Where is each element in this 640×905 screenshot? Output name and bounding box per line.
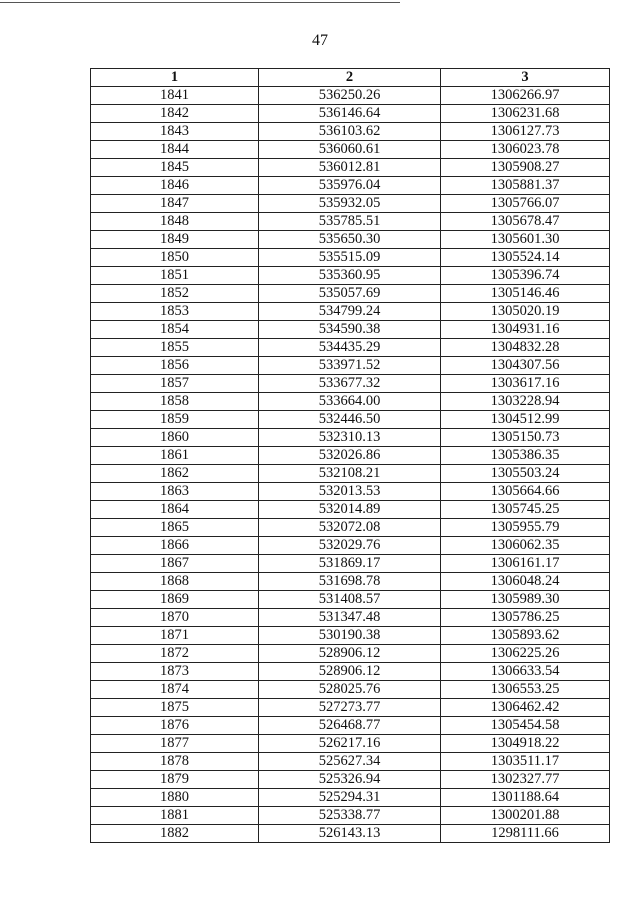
y-coordinate-cell: 1305150.73 [441, 429, 610, 447]
table-row [91, 825, 610, 843]
table-row [91, 267, 610, 285]
table-row [91, 105, 610, 123]
point-number-cell: 1842 [91, 105, 259, 123]
x-coordinate-cell: 534435.29 [259, 339, 441, 357]
point-number-cell: 1880 [91, 789, 259, 807]
table-row [91, 573, 610, 591]
point-number-cell: 1859 [91, 411, 259, 429]
x-coordinate-cell: 525294.31 [259, 789, 441, 807]
point-number-cell: 1875 [91, 699, 259, 717]
column-header-1: 1 [91, 69, 259, 87]
table-row [91, 627, 610, 645]
table-row [91, 411, 610, 429]
table-row [91, 735, 610, 753]
point-number-cell: 1858 [91, 393, 259, 411]
x-coordinate-cell: 531347.48 [259, 609, 441, 627]
y-coordinate-cell: 1304931.16 [441, 321, 610, 339]
table-row [91, 159, 610, 177]
table-row [91, 717, 610, 735]
point-number-cell: 1861 [91, 447, 259, 465]
x-coordinate-cell: 536250.26 [259, 87, 441, 105]
y-coordinate-cell: 1302327.77 [441, 771, 610, 789]
x-coordinate-cell: 531698.78 [259, 573, 441, 591]
table-row [91, 303, 610, 321]
y-coordinate-cell: 1306231.68 [441, 105, 610, 123]
x-coordinate-cell: 532446.50 [259, 411, 441, 429]
y-coordinate-cell: 1300201.88 [441, 807, 610, 825]
table-row [91, 357, 610, 375]
point-number-cell: 1847 [91, 195, 259, 213]
point-number-cell: 1854 [91, 321, 259, 339]
header-row [91, 69, 610, 87]
y-coordinate-cell: 1304832.28 [441, 339, 610, 357]
x-coordinate-cell: 535360.95 [259, 267, 441, 285]
point-number-cell: 1853 [91, 303, 259, 321]
x-coordinate-cell: 531408.57 [259, 591, 441, 609]
y-coordinate-cell: 1305745.25 [441, 501, 610, 519]
point-number-cell: 1851 [91, 267, 259, 285]
y-coordinate-cell: 1305908.27 [441, 159, 610, 177]
x-coordinate-cell: 532029.76 [259, 537, 441, 555]
table-row [91, 195, 610, 213]
table-row [91, 465, 610, 483]
point-number-cell: 1882 [91, 825, 259, 843]
point-number-cell: 1852 [91, 285, 259, 303]
point-number-cell: 1873 [91, 663, 259, 681]
table-row [91, 681, 610, 699]
point-number-cell: 1857 [91, 375, 259, 393]
point-number-cell: 1869 [91, 591, 259, 609]
table-row [91, 591, 610, 609]
y-coordinate-cell: 1306023.78 [441, 141, 610, 159]
y-coordinate-cell: 1305766.07 [441, 195, 610, 213]
table-row [91, 447, 610, 465]
y-coordinate-cell: 1303228.94 [441, 393, 610, 411]
point-number-cell: 1860 [91, 429, 259, 447]
x-coordinate-cell: 532013.53 [259, 483, 441, 501]
top-rule [0, 2, 400, 3]
table-row [91, 393, 610, 411]
x-coordinate-cell: 533664.00 [259, 393, 441, 411]
x-coordinate-cell: 535515.09 [259, 249, 441, 267]
x-coordinate-cell: 530190.38 [259, 627, 441, 645]
point-number-cell: 1872 [91, 645, 259, 663]
x-coordinate-cell: 526468.77 [259, 717, 441, 735]
table-row [91, 699, 610, 717]
point-number-cell: 1881 [91, 807, 259, 825]
point-number-cell: 1849 [91, 231, 259, 249]
y-coordinate-cell: 1306225.26 [441, 645, 610, 663]
point-number-cell: 1874 [91, 681, 259, 699]
point-number-cell: 1845 [91, 159, 259, 177]
table-row [91, 285, 610, 303]
point-number-cell: 1867 [91, 555, 259, 573]
table-row [91, 213, 610, 231]
point-number-cell: 1856 [91, 357, 259, 375]
y-coordinate-cell: 1305396.74 [441, 267, 610, 285]
y-coordinate-cell: 1305524.14 [441, 249, 610, 267]
table-row [91, 501, 610, 519]
x-coordinate-cell: 533971.52 [259, 357, 441, 375]
y-coordinate-cell: 1305386.35 [441, 447, 610, 465]
y-coordinate-cell: 1306062.35 [441, 537, 610, 555]
point-number-cell: 1846 [91, 177, 259, 195]
point-number-cell: 1841 [91, 87, 259, 105]
x-coordinate-cell: 526217.16 [259, 735, 441, 753]
table-row [91, 807, 610, 825]
page-number: 47 [312, 32, 328, 49]
table-row [91, 375, 610, 393]
x-coordinate-cell: 536060.61 [259, 141, 441, 159]
table-row [91, 555, 610, 573]
y-coordinate-cell: 1306462.42 [441, 699, 610, 717]
table-row [91, 609, 610, 627]
point-number-cell: 1865 [91, 519, 259, 537]
table-row [91, 771, 610, 789]
point-number-cell: 1871 [91, 627, 259, 645]
column-header-3: 3 [441, 69, 610, 87]
x-coordinate-cell: 534590.38 [259, 321, 441, 339]
x-coordinate-cell: 532072.08 [259, 519, 441, 537]
table-row [91, 87, 610, 105]
table-row [91, 753, 610, 771]
y-coordinate-cell: 1305893.62 [441, 627, 610, 645]
table-row [91, 339, 610, 357]
x-coordinate-cell: 525326.94 [259, 771, 441, 789]
x-coordinate-cell: 532026.86 [259, 447, 441, 465]
point-number-cell: 1863 [91, 483, 259, 501]
y-coordinate-cell: 1298111.66 [441, 825, 610, 843]
point-number-cell: 1843 [91, 123, 259, 141]
y-coordinate-cell: 1305146.46 [441, 285, 610, 303]
y-coordinate-cell: 1305664.66 [441, 483, 610, 501]
table-row [91, 141, 610, 159]
table-row [91, 537, 610, 555]
table-row [91, 645, 610, 663]
point-number-cell: 1868 [91, 573, 259, 591]
y-coordinate-cell: 1305020.19 [441, 303, 610, 321]
y-coordinate-cell: 1305989.30 [441, 591, 610, 609]
y-coordinate-cell: 1304918.22 [441, 735, 610, 753]
y-coordinate-cell: 1306127.73 [441, 123, 610, 141]
x-coordinate-cell: 528906.12 [259, 663, 441, 681]
x-coordinate-cell: 526143.13 [259, 825, 441, 843]
y-coordinate-cell: 1303511.17 [441, 753, 610, 771]
y-coordinate-cell: 1304512.99 [441, 411, 610, 429]
point-number-cell: 1850 [91, 249, 259, 267]
x-coordinate-cell: 525338.77 [259, 807, 441, 825]
x-coordinate-cell: 536103.62 [259, 123, 441, 141]
point-number-cell: 1876 [91, 717, 259, 735]
point-number-cell: 1864 [91, 501, 259, 519]
x-coordinate-cell: 532108.21 [259, 465, 441, 483]
point-number-cell: 1877 [91, 735, 259, 753]
table-row [91, 429, 610, 447]
table-row [91, 483, 610, 501]
x-coordinate-cell: 525627.34 [259, 753, 441, 771]
point-number-cell: 1866 [91, 537, 259, 555]
y-coordinate-cell: 1303617.16 [441, 375, 610, 393]
x-coordinate-cell: 535932.05 [259, 195, 441, 213]
point-number-cell: 1879 [91, 771, 259, 789]
x-coordinate-cell: 531869.17 [259, 555, 441, 573]
point-number-cell: 1844 [91, 141, 259, 159]
x-coordinate-cell: 535057.69 [259, 285, 441, 303]
coordinates-table [90, 68, 610, 843]
x-coordinate-cell: 533677.32 [259, 375, 441, 393]
x-coordinate-cell: 532310.13 [259, 429, 441, 447]
table-row [91, 123, 610, 141]
table-row [91, 519, 610, 537]
x-coordinate-cell: 528906.12 [259, 645, 441, 663]
x-coordinate-cell: 532014.89 [259, 501, 441, 519]
x-coordinate-cell: 528025.76 [259, 681, 441, 699]
x-coordinate-cell: 536146.64 [259, 105, 441, 123]
y-coordinate-cell: 1305678.47 [441, 213, 610, 231]
table-row [91, 249, 610, 267]
y-coordinate-cell: 1304307.56 [441, 357, 610, 375]
y-coordinate-cell: 1305601.30 [441, 231, 610, 249]
point-number-cell: 1848 [91, 213, 259, 231]
table-row [91, 663, 610, 681]
table-row [91, 789, 610, 807]
x-coordinate-cell: 535650.30 [259, 231, 441, 249]
y-coordinate-cell: 1301188.64 [441, 789, 610, 807]
point-number-cell: 1870 [91, 609, 259, 627]
y-coordinate-cell: 1305786.25 [441, 609, 610, 627]
x-coordinate-cell: 535785.51 [259, 213, 441, 231]
table-row [91, 231, 610, 249]
x-coordinate-cell: 536012.81 [259, 159, 441, 177]
x-coordinate-cell: 535976.04 [259, 177, 441, 195]
y-coordinate-cell: 1306633.54 [441, 663, 610, 681]
y-coordinate-cell: 1305454.58 [441, 717, 610, 735]
y-coordinate-cell: 1306048.24 [441, 573, 610, 591]
table-row [91, 321, 610, 339]
x-coordinate-cell: 534799.24 [259, 303, 441, 321]
y-coordinate-cell: 1305503.24 [441, 465, 610, 483]
point-number-cell: 1878 [91, 753, 259, 771]
y-coordinate-cell: 1306161.17 [441, 555, 610, 573]
y-coordinate-cell: 1306553.25 [441, 681, 610, 699]
table-row [91, 177, 610, 195]
x-coordinate-cell: 527273.77 [259, 699, 441, 717]
y-coordinate-cell: 1306266.97 [441, 87, 610, 105]
point-number-cell: 1855 [91, 339, 259, 357]
column-header-2: 2 [259, 69, 441, 87]
table-body [91, 87, 610, 843]
point-number-cell: 1862 [91, 465, 259, 483]
y-coordinate-cell: 1305881.37 [441, 177, 610, 195]
y-coordinate-cell: 1305955.79 [441, 519, 610, 537]
